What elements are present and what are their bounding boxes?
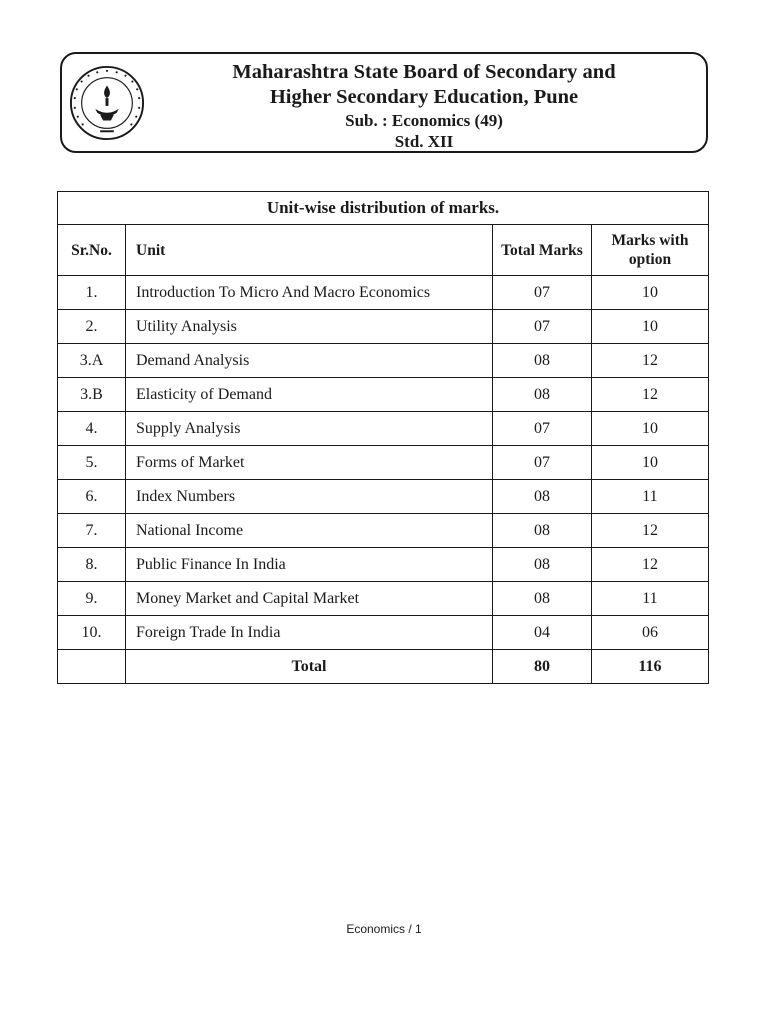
header-unit: Unit xyxy=(126,225,493,276)
header-box xyxy=(60,52,708,153)
option-marks-cell: 12 xyxy=(591,344,708,378)
option-marks-cell: 10 xyxy=(591,412,708,446)
total-marks-cell: 08 xyxy=(492,514,591,548)
total-marks-cell: 07 xyxy=(492,412,591,446)
total-marks-cell: 08 xyxy=(492,480,591,514)
table-row xyxy=(58,344,709,378)
sr-no-cell: 2. xyxy=(58,310,126,344)
unit-cell: Foreign Trade In India xyxy=(126,616,493,650)
standard-line: Std. XII xyxy=(394,132,454,151)
table-row xyxy=(58,480,709,514)
subject-line: Sub. : Economics (49) xyxy=(345,111,503,130)
total-marks-cell: 08 xyxy=(492,582,591,616)
table-header-row xyxy=(58,225,709,276)
option-marks-cell: 10 xyxy=(591,276,708,310)
sr-no-cell: 5. xyxy=(58,446,126,480)
table-total-row xyxy=(58,650,709,684)
sr-no-cell: 9. xyxy=(58,582,126,616)
table-caption-row xyxy=(58,192,709,225)
table-row xyxy=(58,276,709,310)
board-name-line2: Higher Secondary Education, Pune xyxy=(269,86,579,108)
table-row xyxy=(58,446,709,480)
unit-cell: Demand Analysis xyxy=(126,344,493,378)
unit-cell: Introduction To Micro And Macro Economics xyxy=(126,276,493,310)
sr-no-cell: 3.A xyxy=(58,344,126,378)
unit-cell: Supply Analysis xyxy=(126,412,493,446)
option-marks-cell: 10 xyxy=(591,310,708,344)
option-marks-cell: 12 xyxy=(591,548,708,582)
header-total-marks: Total Marks xyxy=(492,225,591,276)
sr-no-cell: 1. xyxy=(58,276,126,310)
unit-cell: Index Numbers xyxy=(126,480,493,514)
sr-no-cell: 4. xyxy=(58,412,126,446)
total-marks-cell: 08 xyxy=(492,378,591,412)
option-marks-cell: 06 xyxy=(591,616,708,650)
page-footer: Economics / 1 xyxy=(346,922,422,936)
sr-no-cell: 3.B xyxy=(58,378,126,412)
table-row xyxy=(58,582,709,616)
marks-distribution-table xyxy=(57,191,709,684)
table-row xyxy=(58,514,709,548)
table-row xyxy=(58,378,709,412)
unit-cell: National Income xyxy=(126,514,493,548)
table-caption: Unit-wise distribution of marks. xyxy=(58,192,709,225)
total-marks-cell: 08 xyxy=(492,344,591,378)
option-marks-cell: 12 xyxy=(591,378,708,412)
header-text xyxy=(152,60,696,152)
sr-no-cell: 8. xyxy=(58,548,126,582)
sr-no-cell: 7. xyxy=(58,514,126,548)
total-marks-cell: 07 xyxy=(492,446,591,480)
table-row xyxy=(58,548,709,582)
option-marks-cell: 11 xyxy=(591,480,708,514)
board-name-line1: Maharashtra State Board of Secondary and xyxy=(232,61,616,83)
option-marks-cell: 10 xyxy=(591,446,708,480)
header-sr-no: Sr.No. xyxy=(58,225,126,276)
table-row xyxy=(58,310,709,344)
unit-cell: Utility Analysis xyxy=(126,310,493,344)
option-marks-cell: 11 xyxy=(591,582,708,616)
board-seal-logo xyxy=(68,64,146,142)
total-marks-cell: 04 xyxy=(492,616,591,650)
table-row xyxy=(58,412,709,446)
total-marks-sum-cell: 80 xyxy=(492,650,591,684)
unit-cell: Forms of Market xyxy=(126,446,493,480)
option-marks-cell: 12 xyxy=(591,514,708,548)
total-blank-cell xyxy=(58,650,126,684)
option-marks-sum-cell: 116 xyxy=(591,650,708,684)
unit-cell: Money Market and Capital Market xyxy=(126,582,493,616)
total-marks-cell: 08 xyxy=(492,548,591,582)
unit-cell: Elasticity of Demand xyxy=(126,378,493,412)
table-row xyxy=(58,616,709,650)
total-marks-cell: 07 xyxy=(492,310,591,344)
unit-cell: Public Finance In India xyxy=(126,548,493,582)
sr-no-cell: 6. xyxy=(58,480,126,514)
sr-no-cell: 10. xyxy=(58,616,126,650)
total-label-cell: Total xyxy=(126,650,493,684)
header-marks-with-option: Marks with option xyxy=(591,225,708,276)
total-marks-cell: 07 xyxy=(492,276,591,310)
